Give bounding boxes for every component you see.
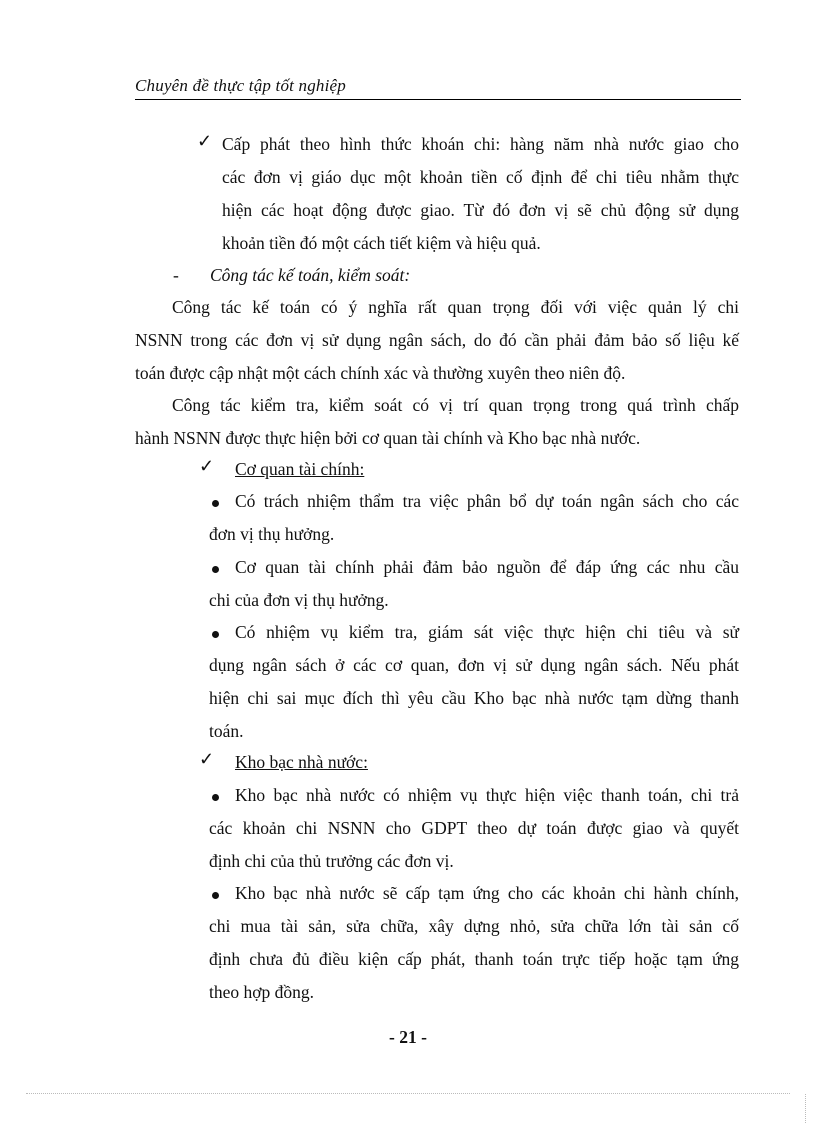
finance-b1-line-1: Có trách nhiệm thẩm tra việc phân bổ dự toán ngân sách cho các <box>235 491 739 511</box>
finance-b3-line-4: toán. <box>209 721 244 741</box>
p3-line-1: Công tác kiểm tra, kiểm soát có vị trí quan trọng trong quá trình chấp <box>172 395 739 415</box>
treasury-b1-line-1: Kho bạc nhà nước có nhiệm vụ thực hiện việc thanh toán, chi trả <box>235 785 739 805</box>
finance-b3-line-2: dụng ngân sách ở các cơ quan, đơn vị sử dụng ngân sách. Nếu phát <box>209 655 739 675</box>
bullet-icon <box>212 892 219 899</box>
p2-line-2: NSNN trong các đơn vị sử dụng ngân sách, do đó cần phải đảm bảo số liệu kế <box>135 330 739 350</box>
p1-line-2: các đơn vị giáo dục một khoản tiền cố định để chi tiêu nhằm thực <box>222 167 739 187</box>
treasury-b1-line-3: định chi của thủ trưởng các đơn vị. <box>209 851 454 871</box>
treasury-b2-line-3: định chưa đủ điều kiện cấp phát, thanh toán trực tiếp hoặc tạm ứng <box>209 949 739 969</box>
page-number: - 21 - <box>389 1027 427 1047</box>
p3-line-2: hành NSNN được thực hiện bởi cơ quan tài chính và Kho bạc nhà nước. <box>135 428 641 448</box>
bullet-icon <box>212 500 219 507</box>
header-rule <box>135 99 741 100</box>
finance-b3-line-3: hiện chi sai mục đích thì yêu cầu Kho bạc nhà nước tạm dừng thanh <box>209 688 739 708</box>
p1-line-4: khoản tiền đó một cách tiết kiệm và hiệu quả. <box>222 233 541 253</box>
bullet-icon <box>212 631 219 638</box>
p1-line-3: hiện các hoạt động được giao. Từ đó đơn vị sẽ chủ động sử dụng <box>222 200 739 220</box>
checkmark-icon: ✓ <box>199 456 215 476</box>
header-title: Chuyên đề thực tập tốt nghiệp <box>135 76 347 95</box>
treasury-b1-line-2: các khoản chi NSNN cho GDPT theo dự toán được giao và quyết <box>209 818 739 838</box>
finance-b2-line-1: Cơ quan tài chính phải đảm bảo nguồn để đáp ứng các nhu cầu <box>235 557 739 577</box>
bullet-icon <box>212 566 219 573</box>
p2-line-3: toán được cập nhật một cách chính xác và thường xuyên theo niên độ. <box>135 363 626 383</box>
finance-heading: Cơ quan tài chính: <box>235 459 365 479</box>
p2-line-1: Công tác kế toán có ý nghĩa rất quan trọng đối với việc quản lý chi <box>172 297 739 317</box>
treasury-b2-line-2: chi mua tài sản, sửa chữa, xây dựng nhỏ, sửa chữa lớn tài sản cố <box>209 916 739 936</box>
checkmark-icon: ✓ <box>199 749 215 769</box>
footer-corner-mark <box>805 1094 807 1123</box>
treasury-heading: Kho bạc nhà nước: <box>235 752 368 772</box>
finance-b3-line-1: Có nhiệm vụ kiểm tra, giám sát việc thực hiện chi tiêu và sử <box>235 622 739 642</box>
p1-line-1: Cấp phát theo hình thức khoán chi: hàng năm nhà nước giao cho <box>222 134 739 154</box>
footer-dotted-rule <box>26 1093 790 1094</box>
section-dash: - <box>173 265 179 285</box>
section-title: Công tác kế toán, kiểm soát: <box>210 265 411 285</box>
finance-b2-line-2: chi của đơn vị thụ hưởng. <box>209 590 389 610</box>
bullet-icon <box>212 794 219 801</box>
treasury-b2-line-4: theo hợp đồng. <box>209 982 315 1002</box>
treasury-b2-line-1: Kho bạc nhà nước sẽ cấp tạm ứng cho các khoản chi hành chính, <box>235 883 739 903</box>
finance-b1-line-2: đơn vị thụ hưởng. <box>209 524 335 544</box>
checkmark-icon: ✓ <box>197 131 213 151</box>
